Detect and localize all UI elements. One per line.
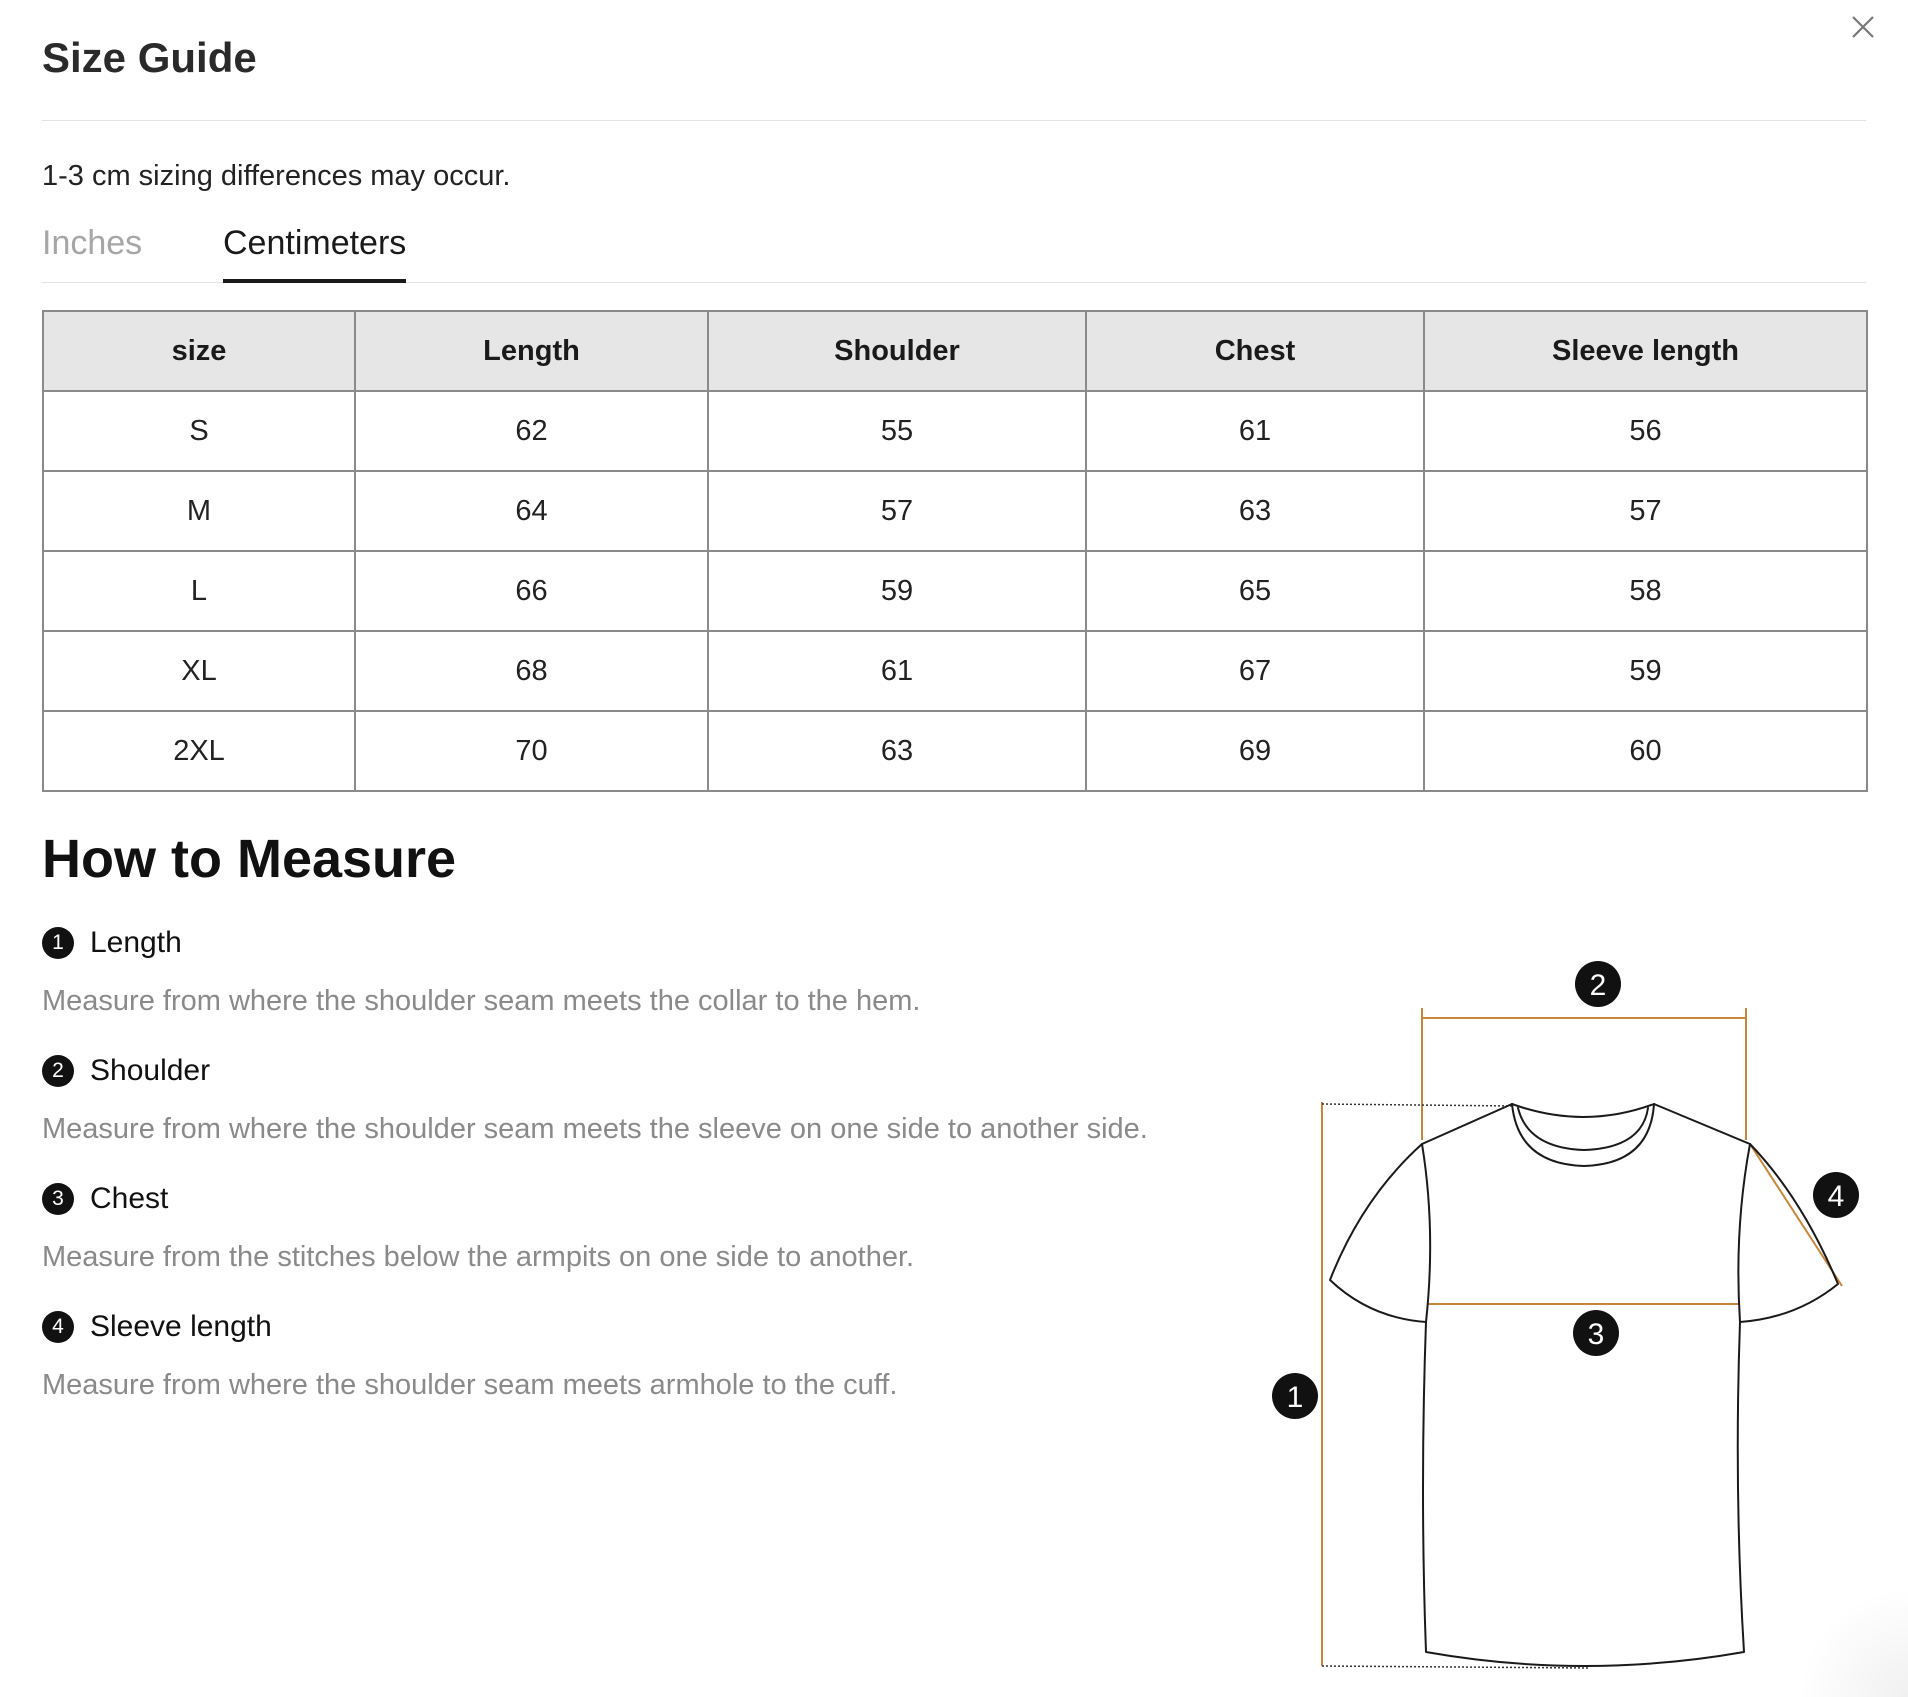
column-header-size: size bbox=[43, 311, 355, 391]
table-cell: S bbox=[43, 391, 355, 471]
table-row bbox=[43, 391, 1867, 471]
table-cell: 58 bbox=[1424, 551, 1867, 631]
measure-description: Measure from where the shoulder seam meets the sleeve on one side to another side. bbox=[42, 1113, 1148, 1145]
tshirt-measurement-diagram bbox=[1250, 940, 1870, 1680]
marker-1 bbox=[1272, 1373, 1318, 1419]
table-cell: 61 bbox=[1086, 391, 1424, 471]
table-header-row bbox=[43, 311, 1867, 391]
number-badge: 2 bbox=[42, 1055, 74, 1087]
table-cell: 63 bbox=[708, 711, 1086, 791]
marker-3-label: 3 bbox=[1587, 1318, 1605, 1351]
unit-tabs bbox=[42, 216, 1866, 283]
close-button[interactable] bbox=[1846, 10, 1880, 44]
table-cell: 56 bbox=[1424, 391, 1867, 471]
number-badge: 1 bbox=[42, 927, 74, 959]
number-badge: 4 bbox=[42, 1311, 74, 1343]
measure-description: Measure from where the shoulder seam meets the collar to the hem. bbox=[42, 985, 921, 1017]
sizing-notice: 1-3 cm sizing differences may occur. bbox=[42, 160, 511, 192]
measure-label: Sleeve length bbox=[90, 1310, 272, 1343]
marker-1-label: 1 bbox=[1286, 1381, 1304, 1414]
table-cell: 69 bbox=[1086, 711, 1424, 791]
table-row bbox=[43, 711, 1867, 791]
measure-item-sleeve-length bbox=[42, 1307, 897, 1402]
number-badge: 3 bbox=[42, 1183, 74, 1215]
table-cell: 2XL bbox=[43, 711, 355, 791]
tab-inches[interactable]: Inches bbox=[42, 224, 143, 262]
table-cell: 60 bbox=[1424, 711, 1867, 791]
measure-item-length bbox=[42, 923, 920, 1018]
marker-4 bbox=[1813, 1172, 1859, 1218]
measure-description: Measure from the stitches below the armpits on one side to another. bbox=[42, 1241, 915, 1273]
table-row bbox=[43, 471, 1867, 551]
how-to-measure-title: How to Measure bbox=[42, 829, 457, 889]
marker-4-label: 4 bbox=[1827, 1180, 1845, 1213]
measure-label: Chest bbox=[90, 1182, 169, 1215]
modal-title: Size Guide bbox=[42, 34, 257, 81]
header-divider bbox=[42, 120, 1866, 121]
table-cell: 66 bbox=[355, 551, 708, 631]
marker-2-label: 2 bbox=[1589, 969, 1607, 1002]
marker-2 bbox=[1575, 961, 1621, 1007]
table-cell: L bbox=[43, 551, 355, 631]
table-cell: 59 bbox=[708, 551, 1086, 631]
measure-label: Length bbox=[90, 926, 182, 959]
table-cell: 59 bbox=[1424, 631, 1867, 711]
column-header-sleeve-length: Sleeve length bbox=[1424, 311, 1867, 391]
measure-label: Shoulder bbox=[90, 1054, 211, 1087]
marker-3 bbox=[1573, 1310, 1619, 1356]
table-row bbox=[43, 551, 1867, 631]
table-cell: M bbox=[43, 471, 355, 551]
table-cell: 65 bbox=[1086, 551, 1424, 631]
measure-description: Measure from where the shoulder seam meets armhole to the cuff. bbox=[42, 1369, 898, 1401]
close-icon[interactable] bbox=[1850, 14, 1876, 40]
column-header-shoulder: Shoulder bbox=[708, 311, 1086, 391]
table-cell: 57 bbox=[1424, 471, 1867, 551]
table-cell: 61 bbox=[708, 631, 1086, 711]
table-cell: XL bbox=[43, 631, 355, 711]
table-cell: 63 bbox=[1086, 471, 1424, 551]
column-header-length: Length bbox=[355, 311, 708, 391]
size-table bbox=[42, 310, 1868, 792]
table-cell: 57 bbox=[708, 471, 1086, 551]
column-header-chest: Chest bbox=[1086, 311, 1424, 391]
table-cell: 62 bbox=[355, 391, 708, 471]
tab-centimeters[interactable]: Centimeters bbox=[223, 224, 406, 283]
table-cell: 64 bbox=[355, 471, 708, 551]
measure-item-shoulder bbox=[42, 1051, 1148, 1146]
table-cell: 55 bbox=[708, 391, 1086, 471]
table-cell: 68 bbox=[355, 631, 708, 711]
measure-item-chest bbox=[42, 1179, 914, 1274]
table-row bbox=[43, 631, 1867, 711]
table-cell: 70 bbox=[355, 711, 708, 791]
table-cell: 67 bbox=[1086, 631, 1424, 711]
corner-shadow bbox=[1798, 1587, 1908, 1697]
